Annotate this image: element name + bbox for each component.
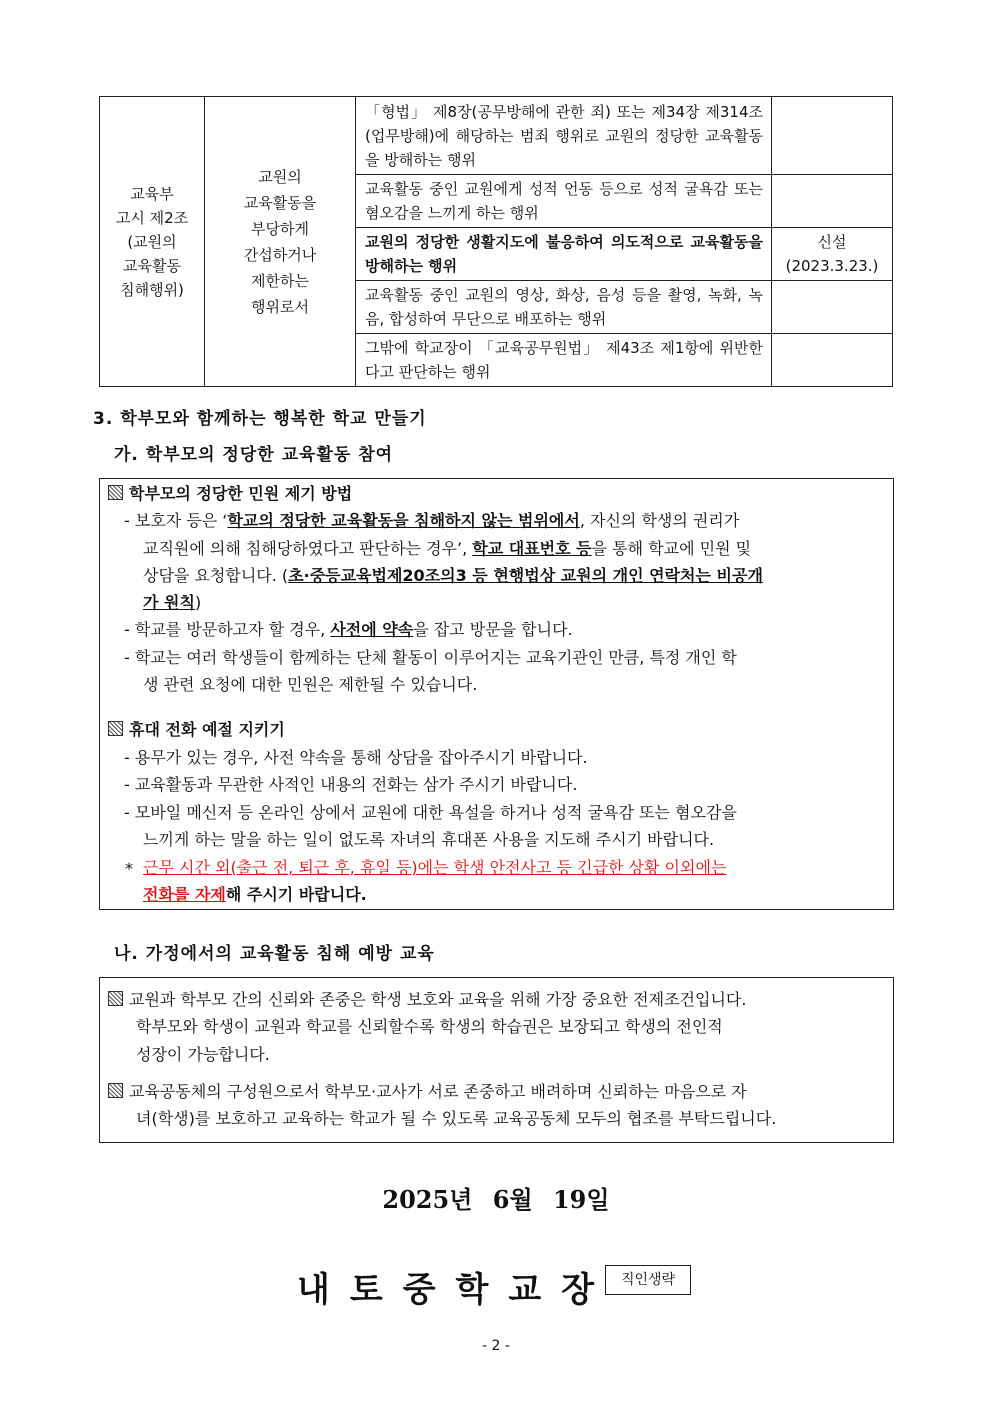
phone-bullet1: - 용무가 있는 경우, 사전 약속을 통해 상담을 잡아주시기 바랍니다. xyxy=(124,748,588,767)
type-line: 제한하는 xyxy=(251,271,309,290)
box1-bullet3-line1: - 학교는 여러 학생들이 함께하는 단체 활동이 이루어지는 교육기관인 만큼, 특정 개인 학 xyxy=(124,648,737,667)
note-new: 신설 xyxy=(817,233,847,251)
seal-omitted-stamp: 직인생략 xyxy=(605,1265,691,1295)
box2-item2-line2: 녀(학생)를 보호하고 교육하는 학교가 될 수 있도록 교육공동체 모두의 협조를 부탁드립니다. xyxy=(136,1109,777,1128)
phone-bullet2: - 교육활동과 무관한 사적인 내용의 전화는 삼가 주시기 바랍니다. xyxy=(124,775,578,794)
phone-bullet3-line1: - 모바일 메신저 등 온라인 상에서 교원에 대한 욕설을 하거나 성적 굴욕감 또는 혐오감을 xyxy=(124,803,737,822)
table-row-text: 교육활동 중인 교원의 영상, 화상, 음성 등을 촬영, 녹화, 녹음, 합성하여 무단으로 배포하는 행위 xyxy=(356,281,772,334)
category-line: 침해행위) xyxy=(120,280,184,299)
category-line: (교원의 xyxy=(127,232,177,251)
table-row-text: 교원의 정당한 생활지도에 불응하여 의도적으로 교육활동을 방해하는 행위 xyxy=(356,228,772,281)
note-date: (2023.3.23.) xyxy=(785,257,879,275)
table-row-note xyxy=(772,228,893,281)
category-line: 교육활동 xyxy=(123,256,181,275)
box1-bullet3-line2: 생 관련 요청에 대한 민원은 제한될 수 있습니다. xyxy=(143,675,478,694)
table-row-note xyxy=(772,97,893,175)
hatched-square-icon xyxy=(108,721,123,736)
document-date: 2025년 6월 19일 xyxy=(382,1185,610,1214)
phone-note-star: * xyxy=(125,859,133,878)
category-line: 교육부 xyxy=(130,184,174,203)
infringement-table xyxy=(99,96,893,387)
table-row-text: 그밖에 학교장이 「교육공무원법」 제43조 제1항에 위반한다고 판단하는 행위 xyxy=(356,334,772,387)
box2-item1-line1: 교원과 학부모 간의 신뢰와 존중은 학생 보호와 교육을 위해 가장 중요한 전제조건입니다. xyxy=(108,989,746,1011)
box2-item1-line3: 성장이 가능합니다. xyxy=(136,1045,270,1064)
phone-note-line1: 근무 시간 외(출근 전, 퇴근 후, 휴일 등)에는 학생 안전사고 등 긴급한 상황 이외에는 xyxy=(143,858,727,877)
type-line: 간섭하거나 xyxy=(243,245,317,264)
box1-bullet1-line1: - 보호자 등은 ‘학교의 정당한 교육활동을 침해하지 않는 범위에서, 자신의 학생의 권리가 xyxy=(124,511,740,530)
type-line: 교육활동을 xyxy=(243,193,317,212)
category-line: 고시 제2조 xyxy=(115,208,189,227)
table-row-note xyxy=(772,281,893,334)
box1-heading: 학부모의 정당한 민원 제기 방법 xyxy=(108,483,352,505)
table-row-text: 교육활동 중인 교원에게 성적 언동 등으로 성적 굴욕감 또는 혐오감을 느끼게 하는 행위 xyxy=(356,175,772,228)
box2-item2-line1: 교육공동체의 구성원으로서 학부모·교사가 서로 존중하고 배려하며 신뢰하는 마음으로 자 xyxy=(108,1081,747,1103)
box1-heading2: 휴대 전화 예절 지키기 xyxy=(108,719,285,741)
hatched-square-icon xyxy=(108,1083,123,1098)
subsection-a-title: 가. 학부모의 정당한 교육활동 참여 xyxy=(114,445,394,465)
box1-bullet2: - 학교를 방문하고자 할 경우, 사전에 약속을 잡고 방문을 합니다. xyxy=(124,620,573,639)
phone-note-line2: 전화를 자제해 주시기 바랍니다. xyxy=(143,885,367,904)
box1-bullet1-line3: 상담을 요청합니다. (초·중등교육법제20조의3 등 현행법상 교원의 개인 연락처는 비공개 xyxy=(143,566,763,585)
subsection-b-title: 나. 가정에서의 교육활동 침해 예방 교육 xyxy=(114,944,435,964)
box1-bullet1-line2: 교직원에 의해 침해당하였다고 판단하는 경우’, 학교 대표번호 등을 통해 학교에 민원 및 xyxy=(143,539,752,558)
table-type-cell xyxy=(205,97,356,387)
box2-item1-line2: 학부모와 학생이 교원과 학교를 신뢰할수록 학생의 학습권은 보장되고 학생의 전인적 xyxy=(136,1017,723,1036)
type-line: 행위로서 xyxy=(251,297,309,316)
box1-bullet1-line4: 가 원칙) xyxy=(143,593,202,612)
type-line: 부당하게 xyxy=(251,219,309,238)
hatched-square-icon xyxy=(108,991,123,1006)
principal-signature: 내토중학교장 xyxy=(297,1270,615,1310)
page-number: - 2 - xyxy=(482,1338,510,1354)
table-category-cell xyxy=(100,97,205,387)
table-row-note xyxy=(772,334,893,387)
table-row-text: 「형법」 제8장(공무방해에 관한 죄) 또는 제34장 제314조(업무방해)에 해당하는 범죄 행위로 교원의 정당한 교육활동을 방해하는 행위 xyxy=(356,97,772,175)
phone-bullet3-line2: 느끼게 하는 말을 하는 일이 없도록 자녀의 휴대폰 사용을 지도해 주시기 바랍니다. xyxy=(143,830,715,849)
table-row-note xyxy=(772,175,893,228)
type-line: 교원의 xyxy=(258,167,302,186)
hatched-square-icon xyxy=(108,485,123,500)
section-title: 3. 학부모와 함께하는 행복한 학교 만들기 xyxy=(93,409,427,429)
